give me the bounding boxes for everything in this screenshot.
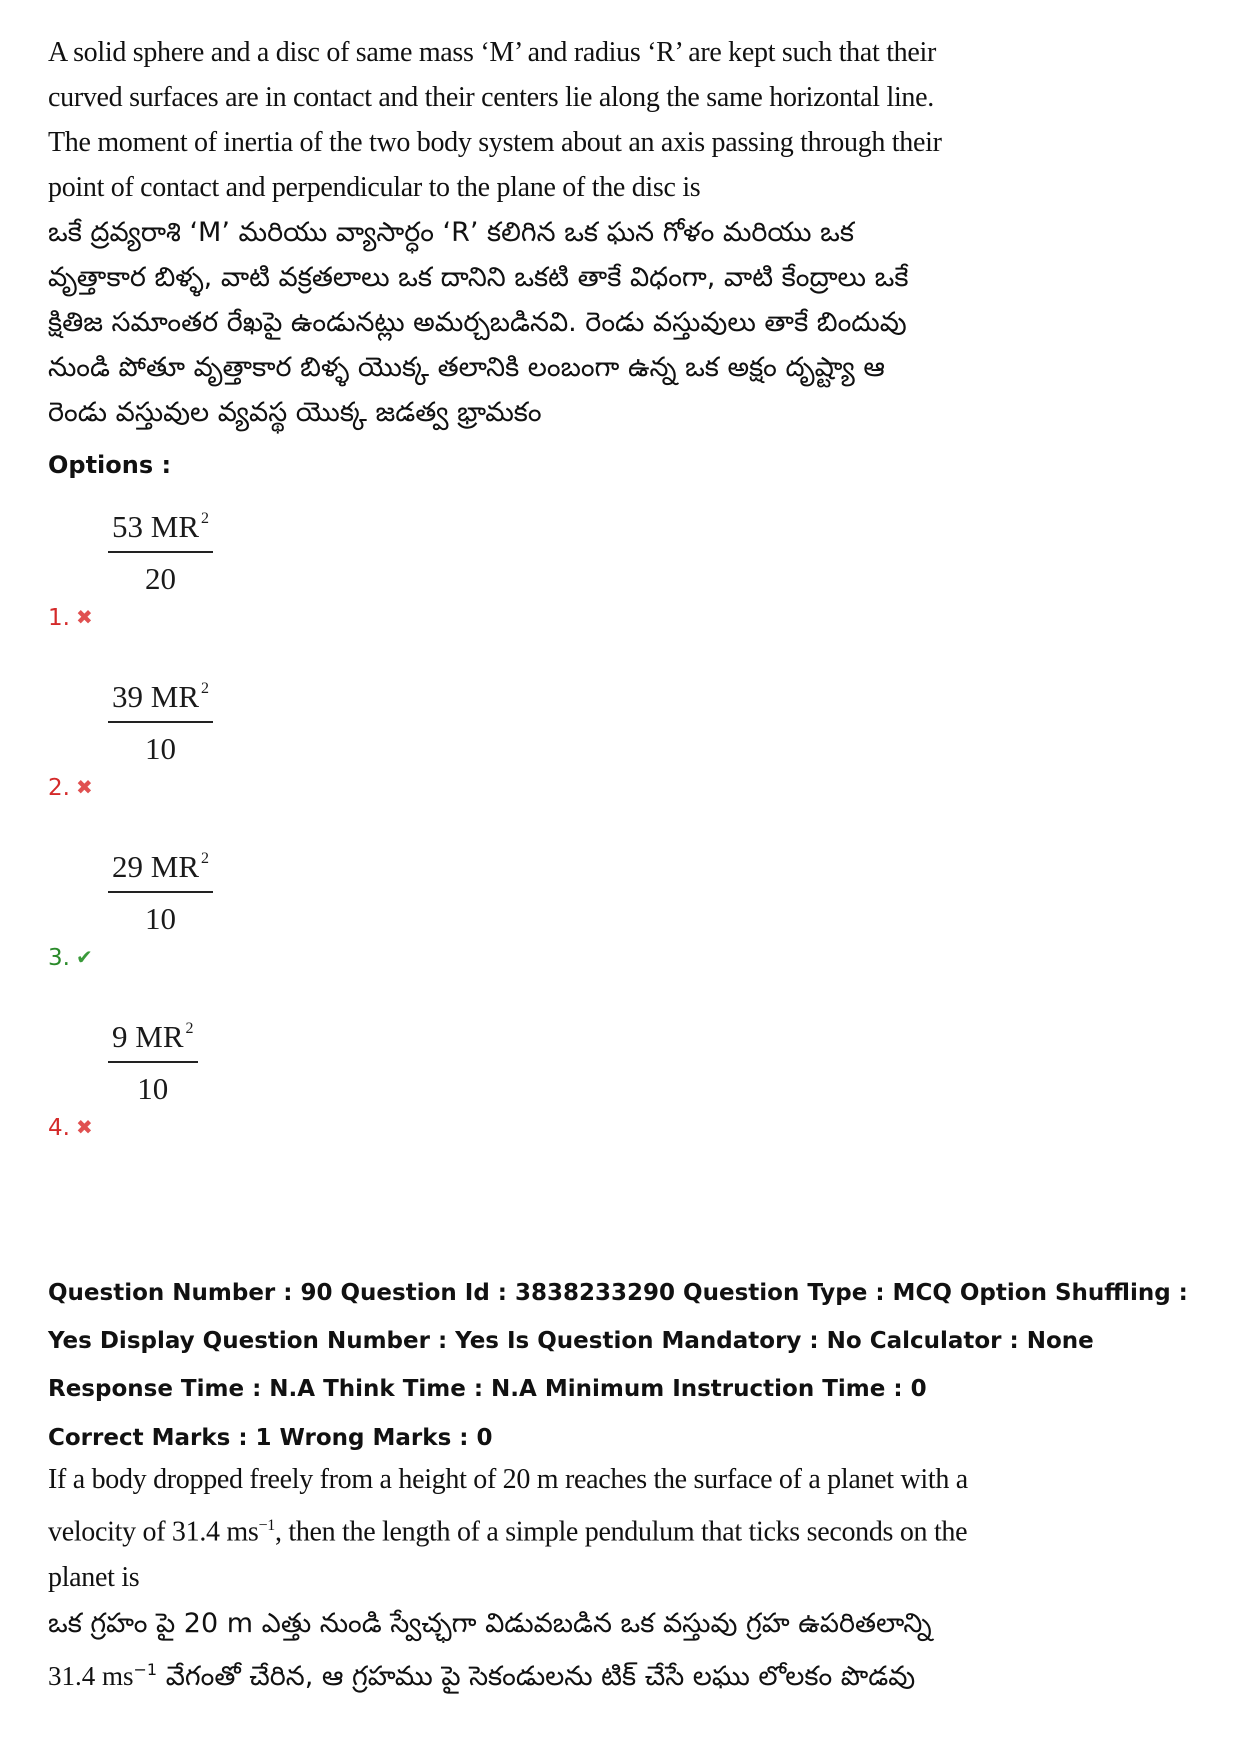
- option-1: [48, 479, 1198, 649]
- option-fraction: [108, 849, 213, 937]
- fraction-denominator: 10: [145, 731, 176, 766]
- wrong-mark-icon: ✖: [76, 775, 93, 799]
- question-marks: Correct Marks : 1 Wrong Marks : 0: [48, 1425, 493, 1451]
- option-number: 3.: [48, 945, 70, 971]
- question-text-english: If a body dropped freely from a height of 20 m reaches the surface of a planet with a velocity of 31.4 $ms^{-1}$, then the length of a simple pendulum that ticks seconds on the planet is: [48, 1464, 968, 1594]
- fraction-numerator: 53 MR $^2$: [108, 509, 213, 553]
- fraction-numerator: 29 MR $^2$: [108, 849, 213, 893]
- fraction-denominator: 10: [137, 1071, 169, 1106]
- fraction-numerator: 9 MR $^2$: [108, 1019, 198, 1063]
- option-fraction: [108, 1019, 198, 1107]
- option-number: 2.: [48, 775, 70, 801]
- option-2: [48, 649, 1198, 819]
- options-label: Options :: [48, 451, 172, 479]
- question-text-telugu: ఒక గ్రహం పై 20 m ఎత్తు నుండి స్వేచ్ఛగా విడువబడిన ఒక వస్తువు గ్రహ ఉపరితలాన్ని 31.4 $ms^{-1}$ వేగంతో చేరిన, ఆ గ్రహము పై సెకండులను టిక్ చేసే లఘు లోలకం పొడవు: [48, 1608, 932, 1693]
- option-4: [48, 989, 1198, 1159]
- option-fraction: [108, 509, 213, 597]
- fraction-denominator: 10: [145, 901, 176, 936]
- question-text-english: A solid sphere and a disc of same mass ‘M’ and radius ‘R’ are kept such that their curved surfaces are in contact and their centers lie along the same horizontal line. The moment of inertia of the two body system about an axis passing through their point of contact and perpendicular to the plane of the disc is: [48, 37, 942, 203]
- question-metadata: Question Number : 90 Question Id : 3838233290 Question Type : MCQ Option Shuffling : Yes Display Question Number : Yes Is Question Mandatory : No Calculator : None Response Time : N.A Think Time : N.A Minimum Instruction Time : 0: [48, 1280, 1188, 1402]
- option-number: 1.: [48, 605, 70, 631]
- option-number: 4.: [48, 1115, 70, 1141]
- option-3: [48, 819, 1198, 989]
- fraction-denominator: 20: [145, 561, 176, 596]
- question-page: [48, 30, 1198, 1700]
- option-fraction: [108, 679, 213, 767]
- fraction-numerator: 39 MR $^2$: [108, 679, 213, 723]
- wrong-mark-icon: ✖: [76, 605, 93, 629]
- question-text-telugu: ఒకే ద్రవ్యరాశి ‘M’ మరియు వ్యాసార్ధం ‘R’ కలిగిన ఒక ఘన గోళం మరియు ఒక వృత్తాకార బిళ్ళ, వాటి వక్రతలాలు ఒక దానిని ఒకటి తాకే విధంగా, వాటి కేంద్రాలు ఒకే క్షితిజ సమాంతర రేఖపై ఉండునట్లు అమర్చబడినవి. రెండు వస్తువులు తాకే బిందువు నుండి పోతూ వృత్తాకార బిళ్ళ యొక్క తలానికి లంబంగా ఉన్న ఒక అక్షం దృష్ట్యా ఆ రెండు వస్తువుల వ్యవస్థ యొక్క జడత్వ భ్రామకం: [48, 217, 909, 428]
- check-mark-icon: ✔: [76, 945, 93, 969]
- wrong-mark-icon: ✖: [76, 1115, 93, 1139]
